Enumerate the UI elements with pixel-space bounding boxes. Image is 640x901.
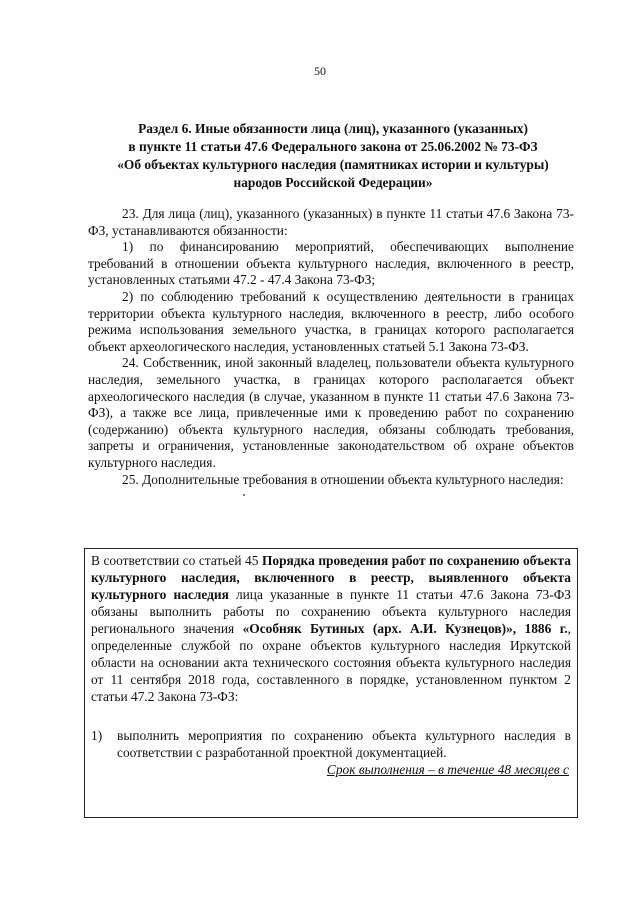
page-number: 50	[314, 64, 326, 78]
requirements-intro	[85, 549, 577, 705]
document-body	[88, 206, 574, 488]
paragraph-25: 25. Дополнительные требования в отношении объекта культурного наследия:	[122, 471, 564, 487]
section-title-line: народов Российской Федерации»	[233, 175, 433, 190]
requirements-list	[85, 727, 577, 778]
section-title	[88, 120, 578, 192]
stray-dot	[243, 494, 245, 496]
list-item-text: выполнить мероприятия по сохранению объекта культурного наследия в соответствии с разработанной проектной документацией.	[117, 728, 571, 760]
object-name: «Особняк Бутиных (арх. А.И. Кузнецов)», 1886 г.	[242, 621, 568, 636]
requirements-box	[84, 548, 578, 818]
list-item	[91, 727, 571, 778]
paragraph-23: 23. Для лица (лиц), указанного (указанных) в пункте 11 статьи 47.6 Закона 73-ФЗ, устанавливаются обязанности:	[88, 206, 574, 238]
section-title-line: «Об объектах культурного наследия (памятниках истории и культуры)	[117, 157, 549, 172]
intro-text: В соответствии со статьей 45	[91, 553, 262, 568]
paragraph-24: 24. Собственник, иной законный владелец, пользователи объекта культурного наследия, земельного участка, в границах которого располагается объект археологического наследия (в случае, указанном в пункте 11 статьи 47.6 Закона 73-ФЗ), а также все лица, привлеченные ими к проведению работ по сохранению (содержанию) объекта культурного наследия, обязаны соблюдать требования, запреты и ограничения, установленные законодательством об охране объектов культурного наследия.	[88, 355, 574, 470]
paragraph-23-item-2: 2) по соблюдению требований к осуществлению деятельности в границах территории объекта культурного наследия, включенного в реестр, либо особого режима использования земельного участка, в границах которого располагается объект археологического наследия, установленных статьей 5.1 Закона 73-ФЗ.	[88, 288, 574, 354]
section-title-line: Раздел 6. Иные обязанности лица (лиц), указанного (указанных)	[138, 121, 528, 136]
intro-text: , определенные службой по охране объектов культурного наследия Иркутской области на основании акта технического состояния объекта культурного наследия от 11 сентября 2018 года, составленного в порядке, установленном пунктом 2 статьи 47.2 Закона 73-ФЗ:	[91, 621, 571, 704]
paragraph-23-item-1: 1) по финансированию мероприятий, обеспечивающих выполнение требований в отношении объекта культурного наследия, включенного в реестр, установленных статьями 47.2 - 47.4 Закона 73-ФЗ;	[88, 239, 574, 288]
procedure-title: Порядка проведения работ по сохранению объекта культурного наследия, включенного в реестр, выявленного объекта культурного наследия	[91, 553, 571, 602]
deadline-text: Срок выполнения – в течение 48 месяцев с	[326, 762, 569, 777]
section-title-line: в пункте 11 статьи 47.6 Федерального закона от 25.06.2002 № 73-ФЗ	[128, 139, 538, 154]
list-item-number: 1)	[91, 728, 103, 743]
intro-text: лица указанные в пункте 11 статьи 47.6 Закона 73-ФЗ обязаны выполнить работы по сохранению объекта культурного наследия регионального значения	[91, 587, 572, 636]
